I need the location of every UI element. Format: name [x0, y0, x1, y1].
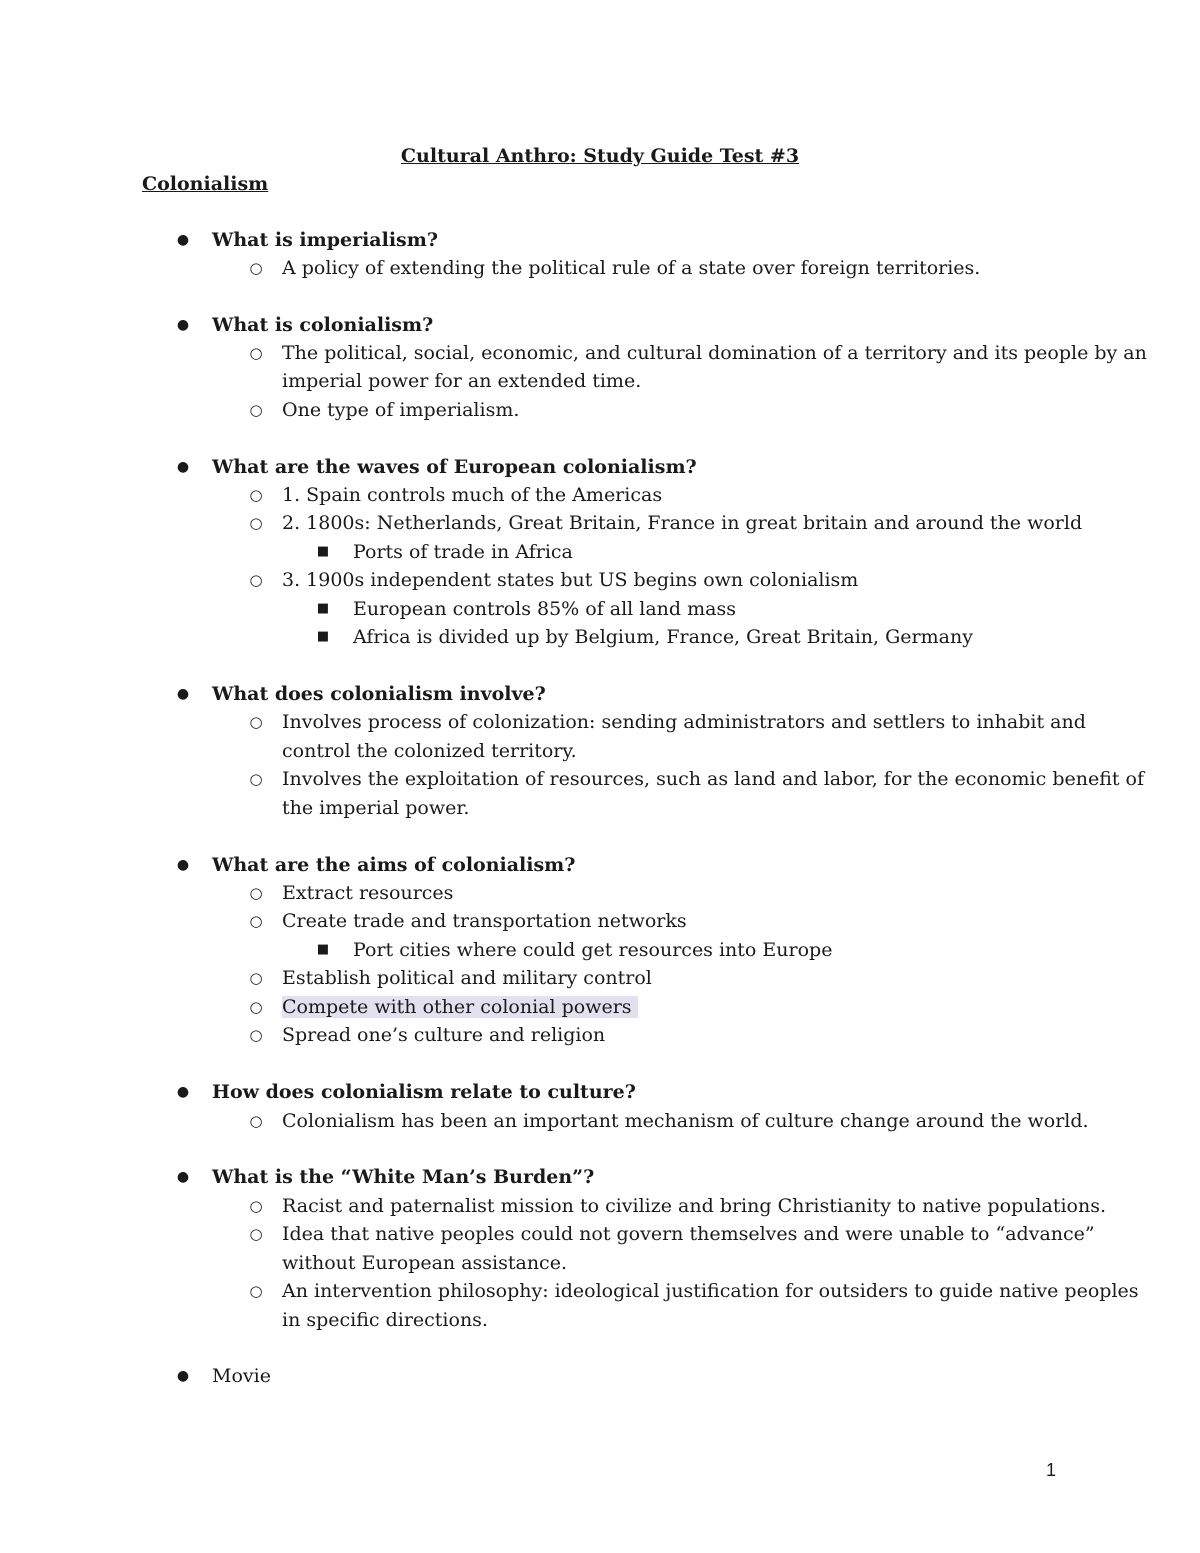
answer-text: Spread one’s culture and religion	[282, 1024, 606, 1046]
answer-text: A policy of extending the political rule of a state over foreign territories.	[282, 257, 981, 279]
square-bullet-icon: ■	[316, 629, 330, 644]
bullet-icon: ●	[176, 1084, 190, 1100]
circle-bullet-icon: ○	[249, 344, 263, 362]
answer-text: Involves the exploitation of resources, such as land and labor, for the economic benefit of	[282, 768, 1145, 790]
circle-bullet-icon: ○	[249, 486, 263, 504]
answer-text: 3. 1900s independent states but US begins own colonialism	[282, 569, 859, 591]
sub-answer-text: European controls 85% of all land mass	[353, 598, 736, 620]
circle-bullet-icon: ○	[249, 969, 263, 987]
highlighted-answer-text	[282, 993, 638, 1022]
text-highlight: Compete with other colonial powers	[282, 996, 638, 1018]
circle-bullet-icon: ○	[249, 1225, 263, 1243]
circle-bullet-icon: ○	[249, 1197, 263, 1215]
answer-text-continued: the imperial power.	[282, 797, 470, 819]
answer-text-continued: imperial power for an extended time.	[282, 370, 642, 392]
question-heading: What are the aims of colonialism?	[212, 854, 576, 876]
answer-text: One type of imperialism.	[282, 399, 520, 421]
answer-text: Racist and paternalist mission to civilize and bring Christianity to native populations.	[282, 1195, 1107, 1217]
question-heading: What does colonialism involve?	[212, 683, 546, 705]
circle-bullet-icon: ○	[249, 912, 263, 930]
square-bullet-icon: ■	[316, 942, 330, 957]
page-number: 1	[1046, 1460, 1057, 1480]
question-heading: What is imperialism?	[212, 229, 438, 251]
circle-bullet-icon: ○	[249, 713, 263, 731]
bullet-icon: ●	[176, 857, 190, 873]
question-heading: What are the waves of European colonialism?	[212, 456, 697, 478]
bullet-icon: ●	[176, 1368, 190, 1384]
answer-text-continued: control the colonized territory.	[282, 740, 577, 762]
answer-text: Establish political and military control	[282, 967, 652, 989]
answer-text: The political, social, economic, and cultural domination of a territory and its people by an	[282, 342, 1147, 364]
circle-bullet-icon: ○	[249, 1282, 263, 1300]
document-title: Cultural Anthro: Study Guide Test #3	[400, 145, 800, 167]
section-heading: Colonialism	[142, 173, 269, 195]
sub-answer-text: Ports of trade in Africa	[353, 541, 573, 563]
circle-bullet-icon: ○	[249, 571, 263, 589]
answer-text: An intervention philosophy: ideological justification for outsiders to guide native peoples	[282, 1280, 1139, 1302]
bullet-icon: ●	[176, 317, 190, 333]
circle-bullet-icon: ○	[249, 884, 263, 902]
question-heading: What is the “White Man’s Burden”?	[212, 1166, 595, 1188]
answer-text: Idea that native peoples could not govern themselves and were unable to “advance”	[282, 1223, 1095, 1245]
circle-bullet-icon: ○	[249, 401, 263, 419]
list-item-movie: Movie	[212, 1365, 271, 1387]
circle-bullet-icon: ○	[249, 514, 263, 532]
square-bullet-icon: ■	[316, 601, 330, 616]
answer-text-continued: without European assistance.	[282, 1252, 567, 1274]
question-heading: How does colonialism relate to culture?	[212, 1081, 636, 1103]
circle-bullet-icon: ○	[249, 1112, 263, 1130]
circle-bullet-icon: ○	[249, 770, 263, 788]
answer-text: Colonialism has been an important mechanism of culture change around the world.	[282, 1110, 1089, 1132]
bullet-icon: ●	[176, 232, 190, 248]
bullet-icon: ●	[176, 1169, 190, 1185]
circle-bullet-icon: ○	[249, 1026, 263, 1044]
question-heading: What is colonialism?	[212, 314, 434, 336]
answer-text: Extract resources	[282, 882, 454, 904]
answer-text: 2. 1800s: Netherlands, Great Britain, France in great britain and around the world	[282, 512, 1083, 534]
square-bullet-icon: ■	[316, 544, 330, 559]
answer-text: Create trade and transportation networks	[282, 910, 687, 932]
circle-bullet-icon: ○	[249, 998, 263, 1016]
answer-text: Involves process of colonization: sending administrators and settlers to inhabit and	[282, 711, 1086, 733]
bullet-icon: ●	[176, 459, 190, 475]
bullet-icon: ●	[176, 686, 190, 702]
sub-answer-text: Port cities where could get resources into Europe	[353, 939, 833, 961]
answer-text: 1. Spain controls much of the Americas	[282, 484, 663, 506]
answer-text-continued: in specific directions.	[282, 1309, 488, 1331]
sub-answer-text: Africa is divided up by Belgium, France, Great Britain, Germany	[353, 626, 973, 648]
circle-bullet-icon: ○	[249, 259, 263, 277]
